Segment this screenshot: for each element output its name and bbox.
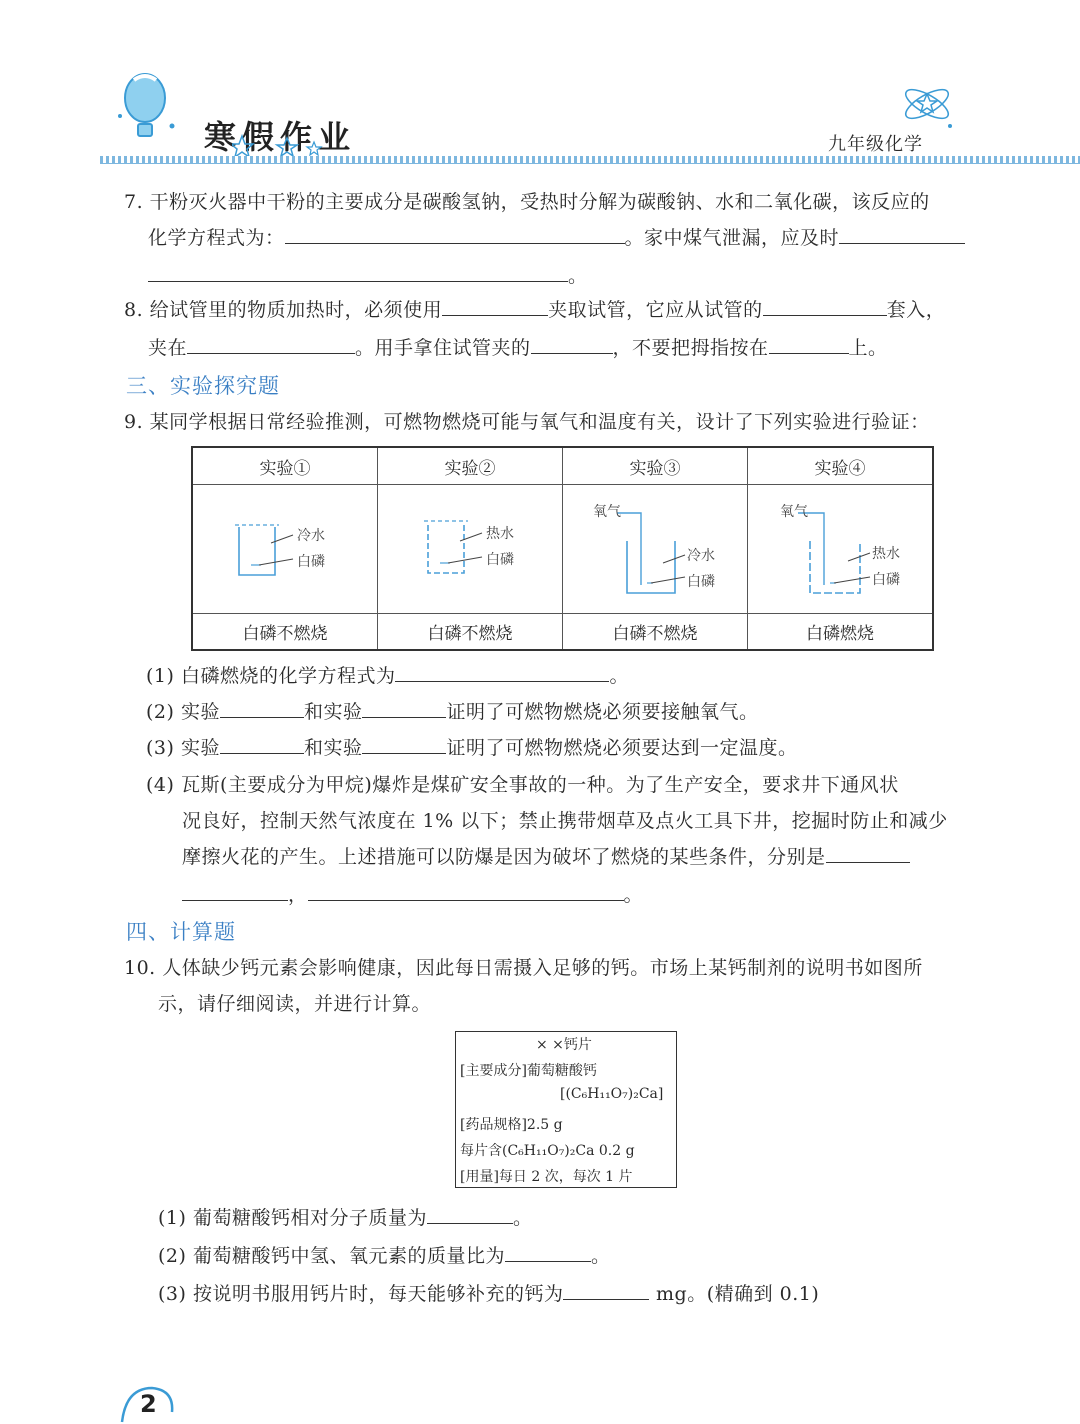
- table-header-cell: 实验④: [748, 447, 934, 485]
- table-header-cell: 实验②: [378, 447, 563, 485]
- experiment-table: [191, 446, 934, 651]
- q9-sub4-end: 。: [623, 884, 644, 906]
- label-usage: [用量]每日 2 次，每次 1 片: [460, 1169, 633, 1185]
- logo-title: 寒假作业: [204, 118, 357, 156]
- q10-mass-blank[interactable]: [427, 1205, 513, 1224]
- q9-sub2-text-c: 证明了可燃物燃烧必须要接触氧气。: [446, 701, 759, 723]
- calcium-tablet-label: [455, 1031, 677, 1188]
- section-3-title: 三、实验探究题: [126, 374, 280, 398]
- table-result-cell: 白磷不燃烧: [563, 614, 748, 651]
- q9-sub4-line4: [182, 881, 643, 909]
- beaker-cold-water-icon: [193, 485, 377, 613]
- q8-text-d: 夹在: [148, 337, 188, 359]
- header-rule-line: [100, 163, 1080, 164]
- table-result-cell: 白磷不燃烧: [192, 614, 378, 651]
- experiment-2-illustration: [378, 485, 563, 614]
- oxygen-label: 氧气: [593, 504, 621, 520]
- q8-text-g: 上。: [848, 337, 888, 359]
- q7-equation-blank[interactable]: [285, 225, 625, 244]
- q9-sub4-line2: 况良好，控制天然气浓度在 1% 以下；禁止携带烟草及点火工具下井，挖掘时防止和减少: [182, 810, 948, 832]
- white-phosphorus-label: 白磷: [872, 572, 900, 588]
- q9-sub2-text-a: (2) 实验: [146, 701, 220, 723]
- q9-sub2-text-b: 和实验: [303, 701, 363, 723]
- table-result-cell: 白磷不燃烧: [378, 614, 563, 651]
- q8-position-blank[interactable]: [187, 335, 355, 354]
- q8-text-f: ，不要把拇指按在: [612, 337, 769, 359]
- q8-text-c: 套入，: [886, 299, 946, 321]
- q9-sub3-text-a: (3) 实验: [146, 737, 220, 759]
- q9-sub4-line1: (4) 瓦斯(主要成分为甲烷)爆炸是煤矿安全事故的一种。为了生产安全，要求井下通风状: [146, 774, 899, 796]
- q9-equation-blank[interactable]: [395, 663, 609, 682]
- q9-sub2: [146, 698, 759, 726]
- q10-sub3-text: (3) 按说明书服用钙片时，每天能够补充的钙为: [158, 1283, 564, 1305]
- hot-water-label: 热水: [486, 526, 514, 542]
- oxygen-tube-cold-water-icon: [563, 485, 747, 613]
- table-header-row: [192, 447, 933, 485]
- q8-text-a: 8. 给试管里的物质加热时，必须使用: [124, 299, 443, 321]
- label-ingredient: [主要成分]葡萄糖酸钙: [460, 1063, 597, 1079]
- q10-sub2: [158, 1242, 610, 1270]
- experiment-4-illustration: [748, 485, 934, 614]
- q10-sub2-end: 。: [590, 1245, 611, 1267]
- q8-tool-blank[interactable]: [442, 297, 548, 316]
- q9-sub1-end: 。: [609, 665, 629, 687]
- table-illustration-row: [192, 485, 933, 614]
- q10-ratio-blank[interactable]: [505, 1243, 591, 1262]
- q9-sub2-blank-1[interactable]: [220, 699, 304, 718]
- q7-text-end: 。: [568, 265, 588, 287]
- table-header-cell: 实验③: [563, 447, 748, 485]
- q9-sub4-blank-1[interactable]: [826, 844, 910, 863]
- q10-sub3: [158, 1280, 819, 1308]
- q9-sub3-blank-1[interactable]: [220, 735, 304, 754]
- label-title: × ×钙片: [536, 1037, 592, 1053]
- label-formula: [(C₆H₁₁O₇)₂Ca]: [560, 1086, 664, 1102]
- q8-text-b: 夹取试管，它应从试管的: [548, 299, 763, 321]
- cold-water-label: 冷水: [687, 548, 715, 564]
- page-number-badge: [118, 1384, 176, 1424]
- q10-sub1-text: (1) 葡萄糖酸钙相对分子质量为: [158, 1207, 427, 1229]
- label-content: 每片含(C₆H₁₁O₇)₂Ca 0.2 g: [460, 1143, 635, 1159]
- q8-text-e: 。用手拿住试管夹的: [355, 337, 531, 359]
- experiment-3-illustration: [563, 485, 748, 614]
- q7-line2: [148, 224, 965, 252]
- q10-sub1-end: 。: [512, 1207, 533, 1229]
- q9-sub3-blank-2[interactable]: [362, 735, 446, 754]
- q9-sub1: [146, 662, 629, 690]
- q8-direction-blank[interactable]: [763, 297, 887, 316]
- q9-sub4-text: 摩擦火花的产生。上述措施可以防爆是因为破坏了燃烧的某些条件，分别是: [182, 846, 826, 868]
- hot-water-label: 热水: [872, 546, 900, 562]
- q8-handle-blank[interactable]: [531, 335, 613, 354]
- q10-calcium-blank[interactable]: [563, 1281, 649, 1300]
- oxygen-tube-hot-water-icon: [748, 485, 932, 613]
- q7-line3: [148, 262, 588, 290]
- q8-thumb-blank[interactable]: [769, 335, 849, 354]
- grade-label: 九年级化学: [828, 134, 923, 155]
- q8-line1: [124, 296, 945, 324]
- q9-sub3-text-b: 和实验: [303, 737, 363, 759]
- q10-line2: 示，请仔细阅读，并进行计算。: [158, 993, 432, 1015]
- atom-decoration-icon: [898, 76, 956, 132]
- q9-sub3: [146, 734, 798, 762]
- white-phosphorus-label: 白磷: [687, 574, 715, 590]
- q9-sub4-blank-2[interactable]: [182, 882, 288, 901]
- q7-action-blank-2[interactable]: [148, 263, 568, 282]
- label-spec: [药品规格]2.5 g: [460, 1117, 563, 1133]
- table-result-cell: 白磷燃烧: [748, 614, 934, 651]
- table-result-row: [192, 614, 933, 651]
- q7-text-b: 。家中煤气泄漏，应及时: [624, 227, 840, 249]
- q9-sub3-text-c: 证明了可燃物燃烧必须要达到一定温度。: [446, 737, 798, 759]
- cold-water-label: 冷水: [297, 528, 325, 544]
- q8-line2: [148, 334, 888, 362]
- q9-sub4-comma: ，: [288, 884, 308, 906]
- q7-text-a: 化学方程式为：: [148, 227, 285, 249]
- q9-sub4-line3: [182, 843, 910, 871]
- q9-intro: 9. 某同学根据日常经验推测，可燃物燃烧可能与氧气和温度有关，设计了下列实验进行验证：: [124, 411, 930, 433]
- experiment-1-illustration: [192, 485, 378, 614]
- page-number: 2: [140, 1390, 157, 1418]
- white-phosphorus-label: 白磷: [297, 554, 325, 570]
- q10-sub2-text: (2) 葡萄糖酸钙中氢、氧元素的质量比为: [158, 1245, 505, 1267]
- oxygen-label: 氧气: [780, 504, 808, 520]
- q7-line1: 7. 干粉灭火器中干粉的主要成分是碳酸氢钠，受热时分解为碳酸钠、水和二氧化碳，该反应的: [124, 191, 930, 213]
- q9-sub4-blank-3[interactable]: [308, 882, 624, 901]
- beaker-hot-water-icon: [378, 485, 562, 613]
- balloon-logo-icon: [112, 68, 192, 148]
- section-4-title: 四、计算题: [126, 920, 236, 944]
- q7-action-blank-1[interactable]: [839, 225, 965, 244]
- q9-sub1-text: (1) 白磷燃烧的化学方程式为: [146, 665, 396, 687]
- table-header-cell: 实验①: [192, 447, 378, 485]
- q10-line1: 10. 人体缺少钙元素会影响健康，因此每日需摄入足够的钙。市场上某钙制剂的说明书如图所: [124, 957, 923, 979]
- q9-sub2-blank-2[interactable]: [362, 699, 446, 718]
- white-phosphorus-label: 白磷: [486, 552, 514, 568]
- q10-sub3-end: mg。(精确到 0.1): [656, 1283, 820, 1305]
- q10-sub1: [158, 1204, 532, 1232]
